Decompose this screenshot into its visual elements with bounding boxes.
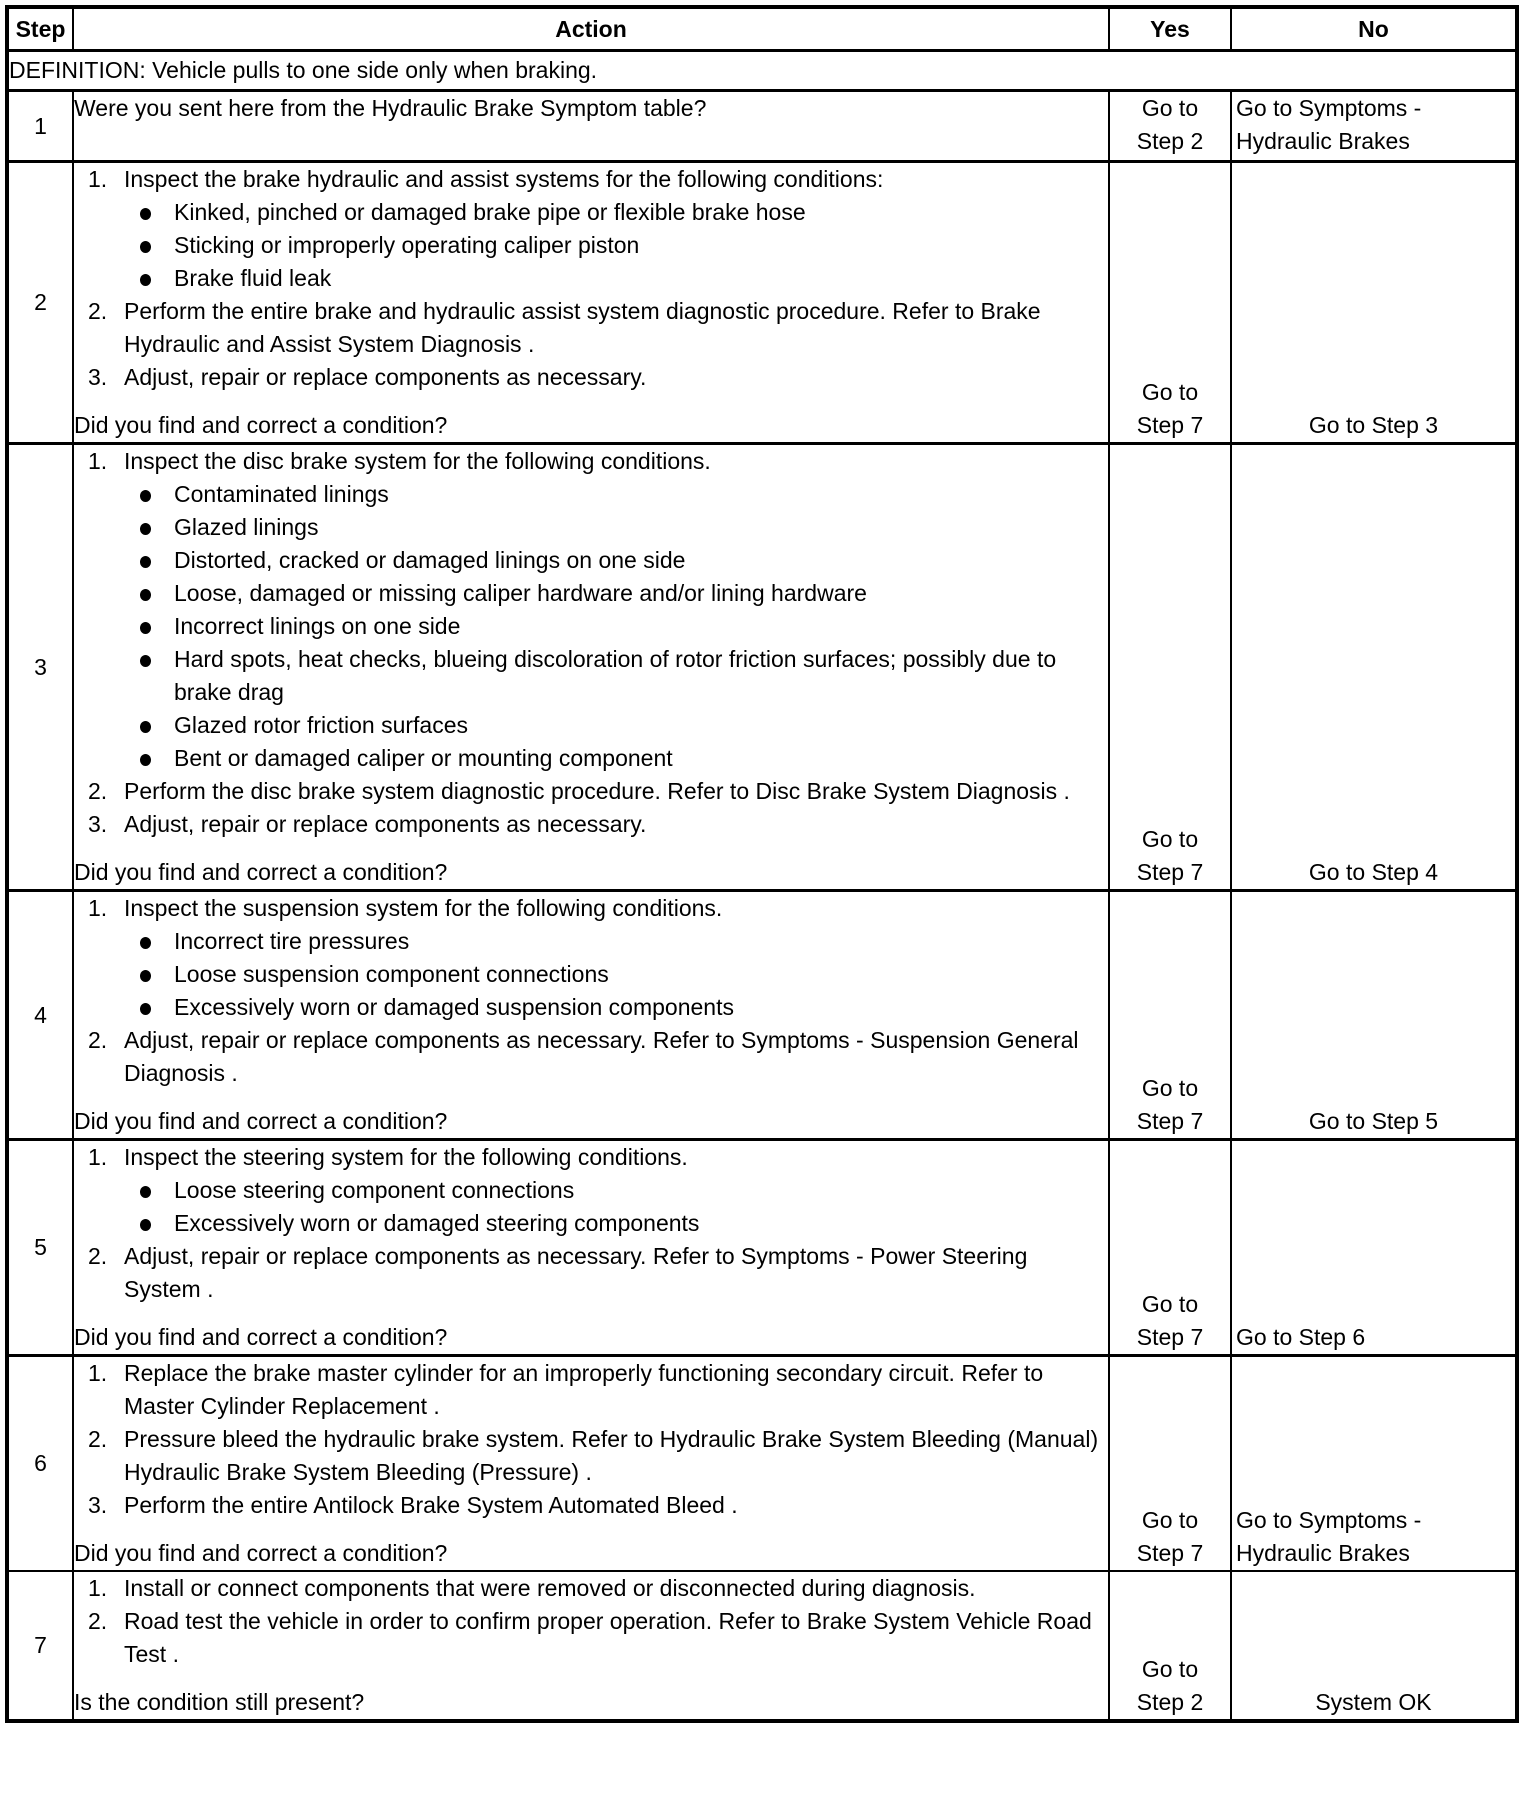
yes-line: Go to <box>1141 379 1199 405</box>
yes-line: Go to <box>1141 1507 1199 1533</box>
action-item <box>74 1240 1108 1306</box>
table-row <box>7 1356 1517 1572</box>
item-text: Inspect the disc brake system for the following conditions. <box>124 448 711 474</box>
step-number: 6 <box>7 1356 73 1572</box>
condition-list <box>124 925 1108 1024</box>
action-list <box>74 1357 1108 1522</box>
item-text: Adjust, repair or replace components as necessary. Refer to Symptoms - Power Steering System . <box>124 1243 1028 1302</box>
action-item <box>74 1423 1108 1489</box>
step-number: 7 <box>7 1571 73 1721</box>
question-text: Is the condition still present? <box>74 1689 365 1715</box>
action-item <box>74 1572 1108 1605</box>
item-number: 3. <box>88 1492 108 1518</box>
condition-item <box>124 544 1108 577</box>
bullet-icon <box>140 556 151 568</box>
condition-text: Incorrect tire pressures <box>174 928 410 954</box>
yes-line: Step 7 <box>1136 859 1204 885</box>
bullet-icon <box>140 208 151 220</box>
bullet-icon <box>140 1186 151 1198</box>
action-cell <box>73 1356 1109 1572</box>
action-cell <box>73 1140 1109 1356</box>
item-text: Replace the brake master cylinder for an improperly functioning secondary circuit. Refer to Master Cylinder Replacement . <box>124 1360 1044 1419</box>
step-number: 5 <box>7 1140 73 1356</box>
yes-line: Go to <box>1141 826 1199 852</box>
action-cell <box>73 1571 1109 1721</box>
action-item <box>74 1489 1108 1522</box>
yes-cell <box>1109 1140 1231 1356</box>
item-text: Perform the entire brake and hydraulic assist system diagnostic procedure. Refer to Brake Hydraulic and Assist System Diagnosis . <box>124 298 1041 357</box>
yes-line: Step 2 <box>1136 1689 1204 1715</box>
item-text: Inspect the brake hydraulic and assist systems for the following conditions: <box>124 166 884 192</box>
bullet-icon <box>140 622 151 634</box>
condition-text: Contaminated linings <box>174 481 389 507</box>
condition-text: Loose steering component connections <box>174 1177 575 1203</box>
header-action: Action <box>73 7 1109 51</box>
yes-line: Go to <box>1141 95 1199 121</box>
action-item <box>74 295 1108 361</box>
item-text: Road test the vehicle in order to confirm proper operation. Refer to Brake System Vehicle Road Test . <box>124 1608 1092 1667</box>
yes-line: Go to <box>1141 1656 1199 1682</box>
action-item <box>74 892 1108 1024</box>
action-list <box>74 892 1108 1090</box>
item-number: 1. <box>88 1144 108 1170</box>
bullet-icon <box>140 523 151 535</box>
question-text: Did you find and correct a condition? <box>74 412 448 438</box>
item-text: Perform the entire Antilock Brake System Automated Bleed . <box>124 1492 738 1518</box>
condition-text: Glazed linings <box>174 514 319 540</box>
item-number: 1. <box>88 1360 108 1386</box>
bullet-icon <box>140 655 151 667</box>
no-line: Go to Step 4 <box>1308 859 1439 885</box>
yes-cell <box>1109 1571 1231 1721</box>
item-number: 1. <box>88 1575 108 1601</box>
action-item <box>74 163 1108 295</box>
no-line: Go to Step 3 <box>1308 412 1439 438</box>
yes-line: Step 7 <box>1136 1324 1204 1350</box>
condition-text: Loose, damaged or missing caliper hardware and/or lining hardware <box>174 580 867 606</box>
action-cell <box>73 444 1109 891</box>
bullet-icon <box>140 589 151 601</box>
no-line: Go to Step 5 <box>1308 1108 1439 1134</box>
no-line: Go to Symptoms - <box>1236 95 1422 121</box>
no-cell <box>1231 444 1517 891</box>
action-item <box>74 808 1108 841</box>
bullet-icon <box>140 1003 151 1015</box>
action-item <box>74 1605 1108 1671</box>
item-text: Perform the disc brake system diagnostic procedure. Refer to Disc Brake System Diagnosis . <box>124 778 1070 804</box>
action-item <box>74 445 1108 775</box>
table-row <box>7 891 1517 1140</box>
table-row <box>7 1571 1517 1721</box>
item-number: 3. <box>88 364 108 390</box>
diagnostic-table <box>5 5 1519 1723</box>
action-list <box>74 1141 1108 1306</box>
bullet-icon <box>140 1219 151 1231</box>
yes-line: Go to <box>1141 1075 1199 1101</box>
condition-text: Kinked, pinched or damaged brake pipe or flexible brake hose <box>174 199 806 225</box>
header-step: Step <box>7 7 73 51</box>
condition-item <box>124 196 1108 229</box>
action-item <box>74 361 1108 394</box>
action-cell <box>73 91 1109 162</box>
condition-text: Glazed rotor friction surfaces <box>174 712 469 738</box>
no-cell <box>1231 1571 1517 1721</box>
question-text: Did you find and correct a condition? <box>74 1324 448 1350</box>
action-cell <box>73 891 1109 1140</box>
yes-cell <box>1109 91 1231 162</box>
item-text: Inspect the steering system for the following conditions. <box>124 1144 688 1170</box>
condition-item <box>124 991 1108 1024</box>
no-cell <box>1231 162 1517 444</box>
condition-item <box>124 643 1108 709</box>
step-number: 3 <box>7 444 73 891</box>
yes-line: Step 7 <box>1136 1540 1204 1566</box>
condition-item <box>124 1207 1108 1240</box>
item-number: 2. <box>88 298 108 324</box>
condition-list <box>124 1174 1108 1240</box>
condition-item <box>124 478 1108 511</box>
question-text: Were you sent here from the Hydraulic Brake Symptom table? <box>74 95 707 121</box>
condition-text: Loose suspension component connections <box>174 961 609 987</box>
item-number: 1. <box>88 895 108 921</box>
item-number: 2. <box>88 778 108 804</box>
item-text: Adjust, repair or replace components as necessary. Refer to Symptoms - Suspension General Diagnosis . <box>124 1027 1079 1086</box>
condition-item <box>124 958 1108 991</box>
condition-item <box>124 925 1108 958</box>
yes-cell <box>1109 1356 1231 1572</box>
yes-line: Go to <box>1141 1291 1199 1317</box>
question-text: Did you find and correct a condition? <box>74 1540 448 1566</box>
yes-line: Step 2 <box>1136 128 1204 154</box>
no-line: Go to Step 6 <box>1236 1324 1366 1350</box>
bullet-icon <box>140 721 151 733</box>
no-cell <box>1231 1356 1517 1572</box>
action-item <box>74 1024 1108 1090</box>
item-number: 2. <box>88 1027 108 1053</box>
no-cell <box>1231 1140 1517 1356</box>
action-list <box>74 445 1108 841</box>
no-line: Hydraulic Brakes <box>1236 128 1410 154</box>
condition-item <box>124 1174 1108 1207</box>
table-row <box>7 91 1517 162</box>
yes-cell <box>1109 891 1231 1140</box>
bullet-icon <box>140 241 151 253</box>
condition-text: Bent or damaged caliper or mounting component <box>174 745 673 771</box>
item-text: Install or connect components that were removed or disconnected during diagnosis. <box>124 1575 976 1601</box>
item-text: Pressure bleed the hydraulic brake system. Refer to Hydraulic Brake System Bleeding (Manual) Hydraulic Brake System Bleeding (Pressure) . <box>124 1426 1099 1485</box>
item-text: Adjust, repair or replace components as necessary. <box>124 364 647 390</box>
no-line: Go to Symptoms - <box>1236 1507 1422 1533</box>
table-row <box>7 162 1517 444</box>
condition-item <box>124 577 1108 610</box>
question-text: Did you find and correct a condition? <box>74 1108 448 1134</box>
condition-text: Sticking or improperly operating caliper piston <box>174 232 640 258</box>
condition-text: Excessively worn or damaged steering components <box>174 1210 700 1236</box>
no-cell <box>1231 91 1517 162</box>
no-cell <box>1231 891 1517 1140</box>
condition-list <box>124 478 1108 775</box>
header-row <box>7 7 1517 51</box>
condition-item <box>124 610 1108 643</box>
action-item <box>74 775 1108 808</box>
condition-list <box>124 196 1108 295</box>
action-cell <box>73 162 1109 444</box>
header-yes: Yes <box>1109 7 1231 51</box>
yes-line: Step 7 <box>1136 412 1204 438</box>
item-number: 2. <box>88 1243 108 1269</box>
yes-line: Step 7 <box>1136 1108 1204 1134</box>
step-number: 1 <box>7 91 73 162</box>
definition-row <box>7 51 1517 91</box>
yes-cell <box>1109 162 1231 444</box>
condition-item <box>124 742 1108 775</box>
condition-text: Hard spots, heat checks, blueing discoloration of rotor friction surfaces; possibly due to brake drag <box>174 646 1057 705</box>
question-text: Did you find and correct a condition? <box>74 859 448 885</box>
table-row <box>7 1140 1517 1356</box>
bullet-icon <box>140 754 151 766</box>
step-number: 2 <box>7 162 73 444</box>
action-item <box>74 1357 1108 1423</box>
condition-text: Excessively worn or damaged suspension components <box>174 994 734 1020</box>
item-number: 2. <box>88 1426 108 1452</box>
action-item <box>74 1141 1108 1240</box>
item-number: 2. <box>88 1608 108 1634</box>
bullet-icon <box>140 970 151 982</box>
condition-item <box>124 262 1108 295</box>
no-line: Hydraulic Brakes <box>1236 1540 1410 1566</box>
yes-cell <box>1109 444 1231 891</box>
item-text: Adjust, repair or replace components as necessary. <box>124 811 647 837</box>
step-number: 4 <box>7 891 73 1140</box>
condition-text: Brake fluid leak <box>174 265 332 291</box>
action-list <box>74 163 1108 394</box>
action-list <box>74 1572 1108 1671</box>
item-number: 1. <box>88 448 108 474</box>
condition-item <box>124 709 1108 742</box>
table-row <box>7 444 1517 891</box>
condition-item <box>124 229 1108 262</box>
bullet-icon <box>140 490 151 502</box>
item-text: Inspect the suspension system for the following conditions. <box>124 895 723 921</box>
no-line: System OK <box>1315 1689 1432 1715</box>
header-no: No <box>1231 7 1517 51</box>
condition-text: Incorrect linings on one side <box>174 613 461 639</box>
definition-text: DEFINITION: Vehicle pulls to one side only when braking. <box>7 51 1517 91</box>
condition-item <box>124 511 1108 544</box>
bullet-icon <box>140 937 151 949</box>
item-number: 1. <box>88 166 108 192</box>
condition-text: Distorted, cracked or damaged linings on one side <box>174 547 686 573</box>
bullet-icon <box>140 274 151 286</box>
item-number: 3. <box>88 811 108 837</box>
